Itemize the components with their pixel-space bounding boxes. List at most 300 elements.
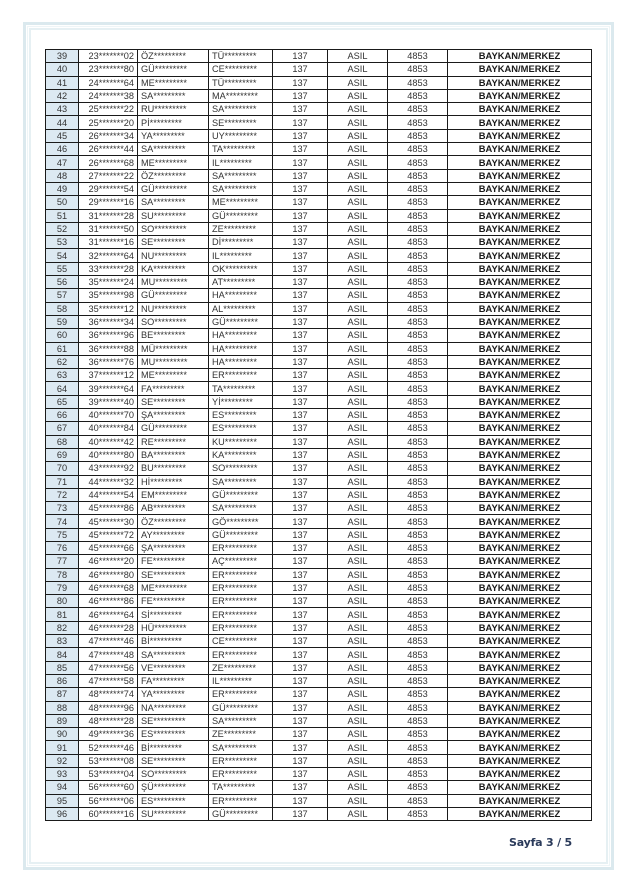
- table-row: [46, 635, 592, 648]
- row-number-cell: 49: [46, 182, 79, 195]
- code-cell: 137: [273, 502, 328, 515]
- status-cell: ASIL: [328, 741, 388, 754]
- location-cell: BAYKAN/MERKEZ: [448, 342, 592, 355]
- first-name-cell: ŞÜ*********: [138, 781, 209, 794]
- id-number-cell: 46*******28: [79, 621, 138, 634]
- id-number-cell: 47*******48: [79, 648, 138, 661]
- last-name-cell: ER*********: [209, 541, 273, 554]
- last-name-cell: HA*********: [209, 329, 273, 342]
- location-cell: BAYKAN/MERKEZ: [448, 661, 592, 674]
- score-cell: 4853: [388, 262, 448, 275]
- first-name-cell: ME*********: [138, 581, 209, 594]
- id-number-cell: 29*******16: [79, 196, 138, 209]
- location-cell: BAYKAN/MERKEZ: [448, 315, 592, 328]
- code-cell: 137: [273, 169, 328, 182]
- last-name-cell: IL*********: [209, 249, 273, 262]
- last-name-cell: GÜ*********: [209, 488, 273, 501]
- score-cell: 4853: [388, 661, 448, 674]
- last-name-cell: ER*********: [209, 794, 273, 807]
- score-cell: 4853: [388, 63, 448, 76]
- location-cell: BAYKAN/MERKEZ: [448, 502, 592, 515]
- status-cell: ASIL: [328, 222, 388, 235]
- location-cell: BAYKAN/MERKEZ: [448, 435, 592, 448]
- row-number-cell: 55: [46, 262, 79, 275]
- id-number-cell: 31*******50: [79, 222, 138, 235]
- last-name-cell: ME*********: [209, 196, 273, 209]
- table-row: [46, 409, 592, 422]
- score-cell: 4853: [388, 515, 448, 528]
- location-cell: BAYKAN/MERKEZ: [448, 329, 592, 342]
- location-cell: BAYKAN/MERKEZ: [448, 648, 592, 661]
- row-number-cell: 95: [46, 794, 79, 807]
- id-number-cell: 24*******38: [79, 89, 138, 102]
- id-number-cell: 47*******46: [79, 635, 138, 648]
- code-cell: 137: [273, 754, 328, 767]
- score-cell: 4853: [388, 342, 448, 355]
- row-number-cell: 96: [46, 807, 79, 820]
- code-cell: 137: [273, 76, 328, 89]
- location-cell: BAYKAN/MERKEZ: [448, 355, 592, 368]
- first-name-cell: SE*********: [138, 568, 209, 581]
- first-name-cell: ES*********: [138, 794, 209, 807]
- first-name-cell: ŞA*********: [138, 409, 209, 422]
- table-row: [46, 289, 592, 302]
- code-cell: 137: [273, 595, 328, 608]
- row-number-cell: 43: [46, 103, 79, 116]
- last-name-cell: AT*********: [209, 276, 273, 289]
- last-name-cell: IL*********: [209, 674, 273, 687]
- code-cell: 137: [273, 116, 328, 129]
- first-name-cell: ES*********: [138, 728, 209, 741]
- location-cell: BAYKAN/MERKEZ: [448, 701, 592, 714]
- score-cell: 4853: [388, 355, 448, 368]
- first-name-cell: SE*********: [138, 714, 209, 727]
- status-cell: ASIL: [328, 608, 388, 621]
- id-number-cell: 39*******64: [79, 382, 138, 395]
- code-cell: 137: [273, 342, 328, 355]
- table-row: [46, 741, 592, 754]
- code-cell: 137: [273, 315, 328, 328]
- location-cell: BAYKAN/MERKEZ: [448, 555, 592, 568]
- location-cell: BAYKAN/MERKEZ: [448, 515, 592, 528]
- row-number-cell: 59: [46, 315, 79, 328]
- last-name-cell: KU*********: [209, 435, 273, 448]
- row-number-cell: 58: [46, 302, 79, 315]
- score-cell: 4853: [388, 409, 448, 422]
- score-cell: 4853: [388, 222, 448, 235]
- first-name-cell: SO*********: [138, 768, 209, 781]
- id-number-cell: 46*******80: [79, 568, 138, 581]
- row-number-cell: 91: [46, 741, 79, 754]
- id-number-cell: 35*******12: [79, 302, 138, 315]
- first-name-cell: SA*********: [138, 143, 209, 156]
- row-number-cell: 77: [46, 555, 79, 568]
- status-cell: ASIL: [328, 196, 388, 209]
- first-name-cell: BE*********: [138, 329, 209, 342]
- status-cell: ASIL: [328, 714, 388, 727]
- code-cell: 137: [273, 222, 328, 235]
- table-row: [46, 595, 592, 608]
- score-cell: 4853: [388, 768, 448, 781]
- score-cell: 4853: [388, 502, 448, 515]
- first-name-cell: ŞA*********: [138, 541, 209, 554]
- status-cell: ASIL: [328, 568, 388, 581]
- row-number-cell: 70: [46, 462, 79, 475]
- score-cell: 4853: [388, 329, 448, 342]
- table-row: [46, 422, 592, 435]
- status-cell: ASIL: [328, 369, 388, 382]
- table-row: [46, 568, 592, 581]
- row-number-cell: 65: [46, 395, 79, 408]
- score-cell: 4853: [388, 302, 448, 315]
- table-row: [46, 621, 592, 634]
- last-name-cell: ZE*********: [209, 728, 273, 741]
- table-row: [46, 541, 592, 554]
- row-number-cell: 66: [46, 409, 79, 422]
- last-name-cell: SA*********: [209, 103, 273, 116]
- code-cell: 137: [273, 581, 328, 594]
- code-cell: 137: [273, 395, 328, 408]
- status-cell: ASIL: [328, 541, 388, 554]
- location-cell: BAYKAN/MERKEZ: [448, 196, 592, 209]
- code-cell: 137: [273, 528, 328, 541]
- status-cell: ASIL: [328, 648, 388, 661]
- location-cell: BAYKAN/MERKEZ: [448, 302, 592, 315]
- location-cell: BAYKAN/MERKEZ: [448, 369, 592, 382]
- code-cell: 137: [273, 289, 328, 302]
- code-cell: 137: [273, 236, 328, 249]
- last-name-cell: OK*********: [209, 262, 273, 275]
- location-cell: BAYKAN/MERKEZ: [448, 182, 592, 195]
- location-cell: BAYKAN/MERKEZ: [448, 422, 592, 435]
- candidate-list-table: [45, 49, 592, 821]
- first-name-cell: FA*********: [138, 674, 209, 687]
- status-cell: ASIL: [328, 249, 388, 262]
- score-cell: 4853: [388, 635, 448, 648]
- id-number-cell: 26*******34: [79, 129, 138, 142]
- score-cell: 4853: [388, 462, 448, 475]
- id-number-cell: 44*******54: [79, 488, 138, 501]
- score-cell: 4853: [388, 621, 448, 634]
- status-cell: ASIL: [328, 754, 388, 767]
- code-cell: 137: [273, 648, 328, 661]
- table-row: [46, 209, 592, 222]
- location-cell: BAYKAN/MERKEZ: [448, 89, 592, 102]
- first-name-cell: GÜ*********: [138, 182, 209, 195]
- score-cell: 4853: [388, 129, 448, 142]
- first-name-cell: RE*********: [138, 435, 209, 448]
- table-row: [46, 462, 592, 475]
- score-cell: 4853: [388, 754, 448, 767]
- table-row: [46, 143, 592, 156]
- status-cell: ASIL: [328, 435, 388, 448]
- code-cell: 137: [273, 608, 328, 621]
- id-number-cell: 45*******30: [79, 515, 138, 528]
- score-cell: 4853: [388, 103, 448, 116]
- score-cell: 4853: [388, 116, 448, 129]
- table-row: [46, 488, 592, 501]
- status-cell: ASIL: [328, 236, 388, 249]
- id-number-cell: 26*******68: [79, 156, 138, 169]
- table-row: [46, 355, 592, 368]
- status-cell: ASIL: [328, 89, 388, 102]
- id-number-cell: 46*******20: [79, 555, 138, 568]
- last-name-cell: GÖ*********: [209, 515, 273, 528]
- score-cell: 4853: [388, 276, 448, 289]
- status-cell: ASIL: [328, 116, 388, 129]
- row-number-cell: 64: [46, 382, 79, 395]
- score-cell: 4853: [388, 169, 448, 182]
- score-cell: 4853: [388, 488, 448, 501]
- score-cell: 4853: [388, 595, 448, 608]
- location-cell: BAYKAN/MERKEZ: [448, 222, 592, 235]
- code-cell: 137: [273, 555, 328, 568]
- location-cell: BAYKAN/MERKEZ: [448, 688, 592, 701]
- score-cell: 4853: [388, 236, 448, 249]
- code-cell: 137: [273, 448, 328, 461]
- first-name-cell: SU*********: [138, 807, 209, 820]
- location-cell: BAYKAN/MERKEZ: [448, 595, 592, 608]
- first-name-cell: Bİ*********: [138, 635, 209, 648]
- table-row: [46, 329, 592, 342]
- score-cell: 4853: [388, 688, 448, 701]
- location-cell: BAYKAN/MERKEZ: [448, 156, 592, 169]
- code-cell: 137: [273, 89, 328, 102]
- last-name-cell: ES*********: [209, 409, 273, 422]
- id-number-cell: 32*******64: [79, 249, 138, 262]
- score-cell: 4853: [388, 794, 448, 807]
- code-cell: 137: [273, 103, 328, 116]
- code-cell: 137: [273, 369, 328, 382]
- table-row: [46, 714, 592, 727]
- row-number-cell: 92: [46, 754, 79, 767]
- code-cell: 137: [273, 143, 328, 156]
- row-number-cell: 62: [46, 355, 79, 368]
- score-cell: 4853: [388, 143, 448, 156]
- last-name-cell: ER*********: [209, 581, 273, 594]
- status-cell: ASIL: [328, 688, 388, 701]
- row-number-cell: 54: [46, 249, 79, 262]
- location-cell: BAYKAN/MERKEZ: [448, 395, 592, 408]
- last-name-cell: ER*********: [209, 688, 273, 701]
- table-row: [46, 754, 592, 767]
- table-row: [46, 156, 592, 169]
- table-row: [46, 581, 592, 594]
- last-name-cell: ES*********: [209, 422, 273, 435]
- status-cell: ASIL: [328, 76, 388, 89]
- table-row: [46, 608, 592, 621]
- status-cell: ASIL: [328, 581, 388, 594]
- status-cell: ASIL: [328, 528, 388, 541]
- row-number-cell: 63: [46, 369, 79, 382]
- table-row: [46, 395, 592, 408]
- last-name-cell: TA*********: [209, 781, 273, 794]
- first-name-cell: KA*********: [138, 262, 209, 275]
- first-name-cell: SO*********: [138, 315, 209, 328]
- row-number-cell: 46: [46, 143, 79, 156]
- first-name-cell: SA*********: [138, 89, 209, 102]
- id-number-cell: 39*******40: [79, 395, 138, 408]
- location-cell: BAYKAN/MERKEZ: [448, 129, 592, 142]
- id-number-cell: 46*******64: [79, 608, 138, 621]
- status-cell: ASIL: [328, 794, 388, 807]
- last-name-cell: GÜ*********: [209, 807, 273, 820]
- first-name-cell: BU*********: [138, 462, 209, 475]
- code-cell: 137: [273, 276, 328, 289]
- status-cell: ASIL: [328, 621, 388, 634]
- last-name-cell: TÜ*********: [209, 76, 273, 89]
- table-row: [46, 768, 592, 781]
- row-number-cell: 90: [46, 728, 79, 741]
- first-name-cell: ME*********: [138, 156, 209, 169]
- score-cell: 4853: [388, 209, 448, 222]
- first-name-cell: MU*********: [138, 276, 209, 289]
- table-row: [46, 435, 592, 448]
- location-cell: BAYKAN/MERKEZ: [448, 768, 592, 781]
- status-cell: ASIL: [328, 502, 388, 515]
- row-number-cell: 44: [46, 116, 79, 129]
- row-number-cell: 69: [46, 448, 79, 461]
- id-number-cell: 36*******96: [79, 329, 138, 342]
- last-name-cell: HA*********: [209, 289, 273, 302]
- score-cell: 4853: [388, 289, 448, 302]
- id-number-cell: 23*******02: [79, 50, 138, 63]
- last-name-cell: SA*********: [209, 714, 273, 727]
- row-number-cell: 80: [46, 595, 79, 608]
- row-number-cell: 56: [46, 276, 79, 289]
- status-cell: ASIL: [328, 395, 388, 408]
- table-row: [46, 555, 592, 568]
- location-cell: BAYKAN/MERKEZ: [448, 143, 592, 156]
- status-cell: ASIL: [328, 674, 388, 687]
- score-cell: 4853: [388, 581, 448, 594]
- table-row: [46, 169, 592, 182]
- table-row: [46, 276, 592, 289]
- first-name-cell: EM*********: [138, 488, 209, 501]
- table-row: [46, 129, 592, 142]
- code-cell: 137: [273, 488, 328, 501]
- score-cell: 4853: [388, 701, 448, 714]
- table-row: [46, 448, 592, 461]
- location-cell: BAYKAN/MERKEZ: [448, 448, 592, 461]
- score-cell: 4853: [388, 395, 448, 408]
- code-cell: 137: [273, 794, 328, 807]
- table-row: [46, 369, 592, 382]
- status-cell: ASIL: [328, 63, 388, 76]
- location-cell: BAYKAN/MERKEZ: [448, 475, 592, 488]
- status-cell: ASIL: [328, 169, 388, 182]
- id-number-cell: 46*******68: [79, 581, 138, 594]
- status-cell: ASIL: [328, 276, 388, 289]
- page-number: Sayfa 3 / 5: [509, 836, 572, 849]
- location-cell: BAYKAN/MERKEZ: [448, 608, 592, 621]
- first-name-cell: SE*********: [138, 395, 209, 408]
- status-cell: ASIL: [328, 315, 388, 328]
- last-name-cell: AL*********: [209, 302, 273, 315]
- table-row: [46, 182, 592, 195]
- status-cell: ASIL: [328, 422, 388, 435]
- code-cell: 137: [273, 621, 328, 634]
- row-number-cell: 67: [46, 422, 79, 435]
- location-cell: BAYKAN/MERKEZ: [448, 262, 592, 275]
- first-name-cell: BA*********: [138, 448, 209, 461]
- first-name-cell: AB*********: [138, 502, 209, 515]
- status-cell: ASIL: [328, 661, 388, 674]
- row-number-cell: 48: [46, 169, 79, 182]
- id-number-cell: 40*******84: [79, 422, 138, 435]
- table-row: [46, 315, 592, 328]
- row-number-cell: 72: [46, 488, 79, 501]
- row-number-cell: 78: [46, 568, 79, 581]
- code-cell: 137: [273, 409, 328, 422]
- last-name-cell: CE*********: [209, 63, 273, 76]
- id-number-cell: 35*******24: [79, 276, 138, 289]
- first-name-cell: Sİ*********: [138, 608, 209, 621]
- score-cell: 4853: [388, 315, 448, 328]
- id-number-cell: 48*******28: [79, 714, 138, 727]
- first-name-cell: FA*********: [138, 382, 209, 395]
- score-cell: 4853: [388, 528, 448, 541]
- row-number-cell: 47: [46, 156, 79, 169]
- location-cell: BAYKAN/MERKEZ: [448, 635, 592, 648]
- first-name-cell: NU*********: [138, 249, 209, 262]
- location-cell: BAYKAN/MERKEZ: [448, 621, 592, 634]
- first-name-cell: ME*********: [138, 369, 209, 382]
- code-cell: 137: [273, 302, 328, 315]
- row-number-cell: 86: [46, 674, 79, 687]
- row-number-cell: 85: [46, 661, 79, 674]
- status-cell: ASIL: [328, 103, 388, 116]
- status-cell: ASIL: [328, 515, 388, 528]
- first-name-cell: SE*********: [138, 236, 209, 249]
- last-name-cell: SA*********: [209, 741, 273, 754]
- row-number-cell: 61: [46, 342, 79, 355]
- code-cell: 137: [273, 129, 328, 142]
- code-cell: 137: [273, 515, 328, 528]
- row-number-cell: 68: [46, 435, 79, 448]
- last-name-cell: ER*********: [209, 768, 273, 781]
- first-name-cell: YA*********: [138, 688, 209, 701]
- code-cell: 137: [273, 182, 328, 195]
- first-name-cell: FE*********: [138, 555, 209, 568]
- score-cell: 4853: [388, 196, 448, 209]
- id-number-cell: 43*******92: [79, 462, 138, 475]
- first-name-cell: ÖZ*********: [138, 50, 209, 63]
- row-number-cell: 60: [46, 329, 79, 342]
- id-number-cell: 45*******86: [79, 502, 138, 515]
- row-number-cell: 57: [46, 289, 79, 302]
- id-number-cell: 24*******64: [79, 76, 138, 89]
- id-number-cell: 47*******56: [79, 661, 138, 674]
- table-row: [46, 236, 592, 249]
- code-cell: 137: [273, 355, 328, 368]
- score-cell: 4853: [388, 807, 448, 820]
- id-number-cell: 53*******04: [79, 768, 138, 781]
- id-number-cell: 44*******32: [79, 475, 138, 488]
- status-cell: ASIL: [328, 182, 388, 195]
- location-cell: BAYKAN/MERKEZ: [448, 488, 592, 501]
- last-name-cell: GÜ*********: [209, 315, 273, 328]
- score-cell: 4853: [388, 448, 448, 461]
- location-cell: BAYKAN/MERKEZ: [448, 116, 592, 129]
- last-name-cell: ER*********: [209, 568, 273, 581]
- row-number-cell: 53: [46, 236, 79, 249]
- table-row: [46, 249, 592, 262]
- status-cell: ASIL: [328, 448, 388, 461]
- id-number-cell: 36*******88: [79, 342, 138, 355]
- last-name-cell: MA*********: [209, 89, 273, 102]
- table-row: [46, 116, 592, 129]
